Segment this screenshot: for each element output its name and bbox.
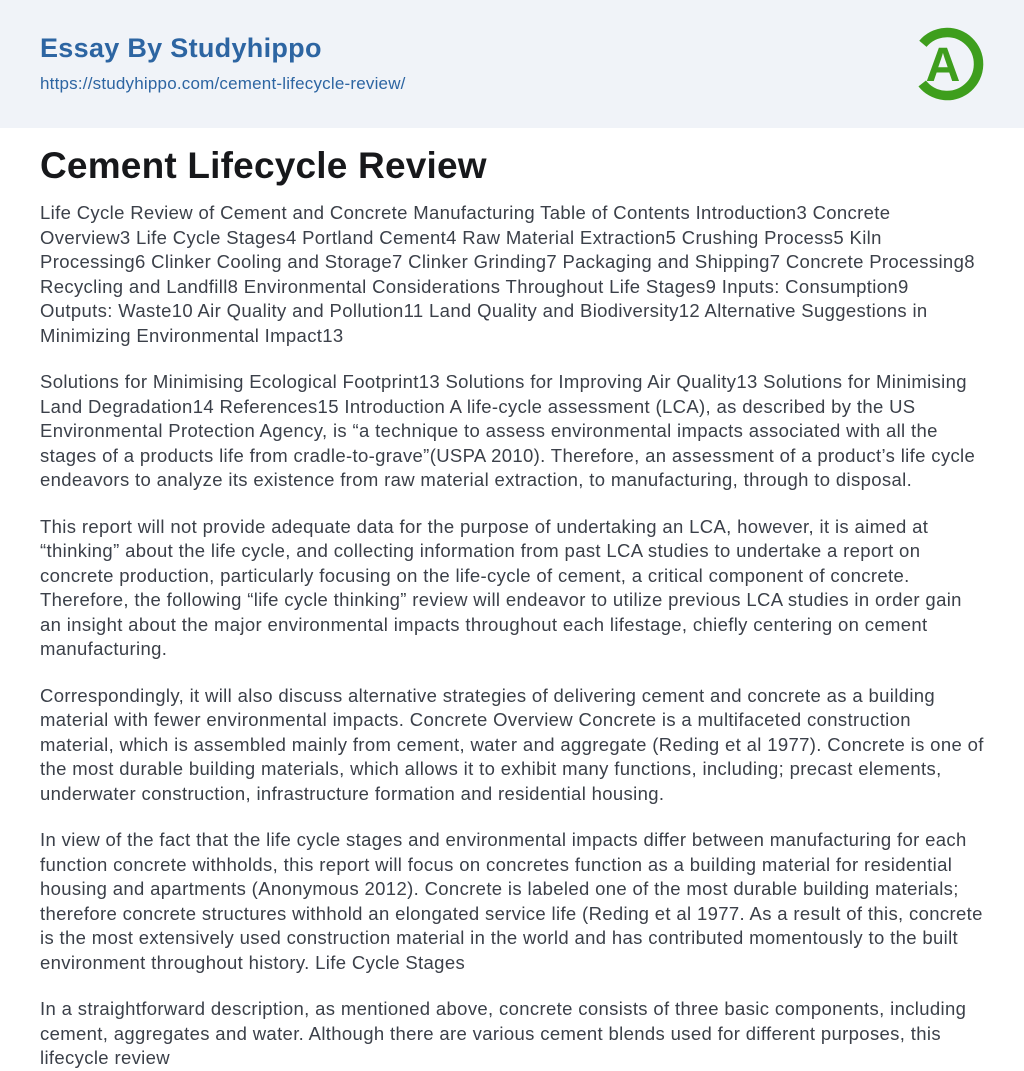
article-paragraph-2: Solutions for Minimising Ecological Footprint13 Solutions for Improving Air Quality13 Solutions for Minimising Land Degradation14 References15 Introduction A life-cycle assessment (LCA), as described by the US Environmental Protection Agency, is “a technique to assess environmental impacts associated with all the stages of a products life from cradle-to-grave”(USPA 2010). Therefore, an assessment of a product’s life cycle endeavors to analyze its existence from raw material extraction, to manufacturing, through to disposal. (40, 371, 976, 491)
logo-letter: A (925, 39, 961, 92)
header-text-block (40, 33, 406, 94)
article-title: Cement Lifecycle Review (40, 145, 487, 186)
site-title: Essay By Studyhippo (40, 33, 322, 64)
article-paragraph-1: Life Cycle Review of Cement and Concrete Manufacturing Table of Contents Introduction3 Concrete Overview3 Life Cycle Stages4 Portland Cement4 Raw Material Extraction5 Crushing Process5 Kiln Processing6 Clinker Cooling and Storage7 Clinker Grinding7 Packaging and Shipping7 Concrete Processing8 Recycling and Landfill8 Environmental Considerations Throughout Life Stages9 Inputs: Consumption9 Outputs: Waste10 Air Quality and Pollution11 Land Quality and Biodiversity12 Alternative Suggestions in Minimizing Environmental Impact13 (40, 202, 975, 346)
article-paragraph-3: This report will not provide adequate data for the purpose of undertaking an LCA, however, it is aimed at “thinking” about the life cycle, and collecting information from past LCA studies to undertake a report on concrete production, particularly focusing on the life-cycle of cement, a critical component of concrete. Therefore, the following “life cycle thinking” review will endeavor to utilize previous LCA studies in order gain an insight about the major environmental impacts throughout each lifestage, chiefly centering on cement manufacturing. (40, 515, 962, 660)
studyhippo-logo-icon (908, 25, 986, 103)
page-url-link[interactable]: https://studyhippo.com/cement-lifecycle-review/ (40, 74, 406, 94)
article-paragraph-6: In a straightforward description, as mentioned above, concrete consists of three basic components, including cement, aggregates and water. Although there are various cement blends used for different purposes, this lifecycle review (40, 998, 967, 1069)
article-paragraph-4: Correspondingly, it will also discuss alternative strategies of delivering cement and concrete as a building material with fewer environmental impacts. Concrete Overview Concrete is a multifaceted construction material, which is assembled mainly from cement, water and aggregate (Reding et al 1977). Concrete is one of the most durable building materials, which allows it to exhibit many functions, including; precast elements, underwater construction, infrastructure formation and residential housing. (40, 684, 984, 804)
page-header (0, 0, 1024, 128)
article-paragraph-5: In view of the fact that the life cycle stages and environmental impacts differ between manufacturing for each function concrete withholds, this report will focus on concretes function as a building material for residential housing and apartments (Anonymous 2012). Concrete is labeled one of the most durable building materials; therefore concrete structures withhold an elongated service life (Reding et al 1977. As a result of this, concrete is the most extensively used construction material in the world and has contributed momentously to the built environment throughout history. Life Cycle Stages (40, 829, 983, 973)
article (0, 144, 1024, 1071)
